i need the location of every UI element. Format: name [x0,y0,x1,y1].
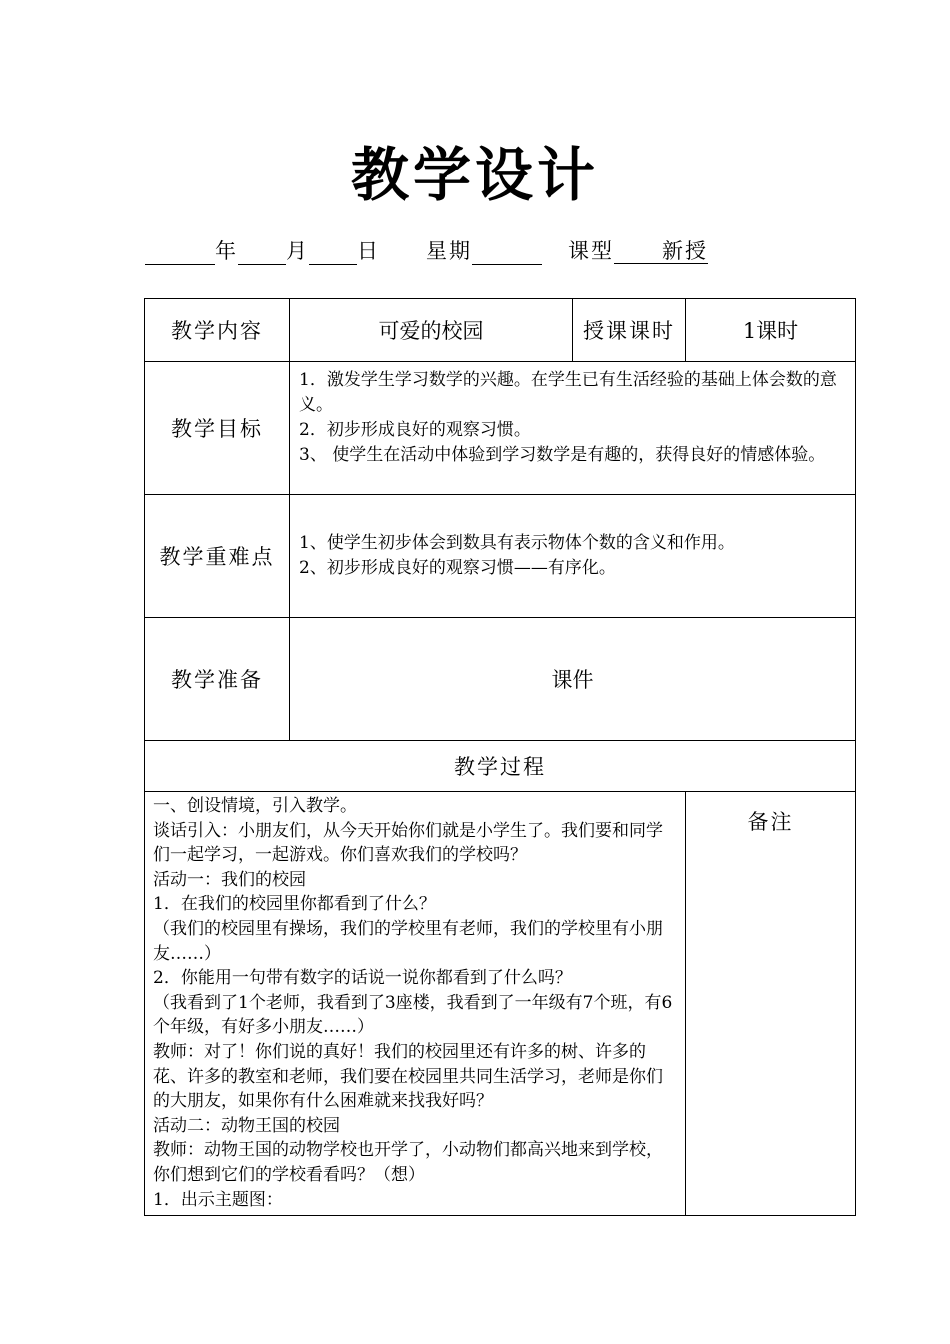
process-header-row [145,741,856,792]
year-blank [145,240,215,265]
process-line: 教师：对了！你们说的真好！我们的校园里还有许多的树、许多的花、许多的教室和老师，我们要在校园里共同生活学习，老师是你们的大朋友，如果你有什么困难就来找我好吗？ [153,1041,663,1112]
month-label: 月 [286,239,309,263]
month-blank [238,240,286,265]
process-label: 教学过程 [145,741,856,792]
date-line [145,235,708,265]
day-label: 日 [357,239,380,263]
process-content [145,792,686,1216]
weekday-label: 星期 [426,239,472,263]
key-point-item: 2、初步形成良好的观察习惯——有序化。 [299,558,616,578]
process-line: 1．出示主题图： [153,1189,283,1210]
lesson-plan-table [144,298,856,1216]
key-points-row [145,495,856,618]
goals-content [290,362,856,495]
content-label: 教学内容 [145,299,290,362]
hours-label: 授课课时 [573,299,686,362]
process-line: 2．你能用一句带有数字的话说一说你都看到了什么吗？ [153,968,572,989]
content-row [145,299,856,362]
weekday-blank [472,240,542,265]
prep-label: 教学准备 [145,618,290,741]
key-points-label: 教学重难点 [145,495,290,618]
process-line: （我看到了1个老师，我看到了3座楼，我看到了一年级有7个班，有6个年级，有好多小朋友……） [153,992,673,1038]
key-point-item: 1、使学生初步体会到数具有表示物体个数的含义和作用。 [299,533,735,553]
lesson-type-value: 新授 [614,239,708,264]
process-line: 谈话引入：小朋友们，从今天开始你们就是小学生了。我们要和同学们一起学习，一起游戏。你们喜欢我们的学校吗？ [153,820,663,866]
goal-item: 3、 使学生在活动中体验到学习数学是有趣的，获得良好的情感体验。 [299,445,826,465]
goal-item: 2．初步形成良好的观察习惯。 [299,420,531,440]
key-points-content [290,495,856,618]
process-line: 教师：动物王国的动物学校也开学了，小动物们都高兴地来到学校，你们想到它们的学校看看吗？（想） [153,1140,663,1185]
process-line: 一、创设情境，引入教学。 [153,796,357,816]
process-row [145,792,856,1216]
day-blank [309,240,357,265]
process-line: 活动一：我们的校园 [153,869,306,890]
prep-value: 课件 [290,618,856,741]
goals-row [145,362,856,495]
year-label: 年 [215,239,238,263]
process-line: 活动二：动物王国的校园 [153,1115,340,1136]
prep-row [145,618,856,741]
process-line: 1．在我们的校园里你都看到了什么？ [153,894,436,915]
goal-item: 1．激发学生学习数学的兴趣。在学生已有生活经验的基础上体会数的意义。 [299,370,837,415]
notes-label: 备注 [686,792,856,1216]
content-value: 可爱的校园 [290,299,573,362]
goals-label: 教学目标 [145,362,290,495]
hours-value: 1课时 [686,299,856,362]
lesson-type-label: 课型 [568,239,614,263]
document-title: 教学设计 [350,141,599,209]
process-line: （我们的校园里有操场，我们的学校里有老师，我们的学校里有小朋友……） [153,918,663,964]
